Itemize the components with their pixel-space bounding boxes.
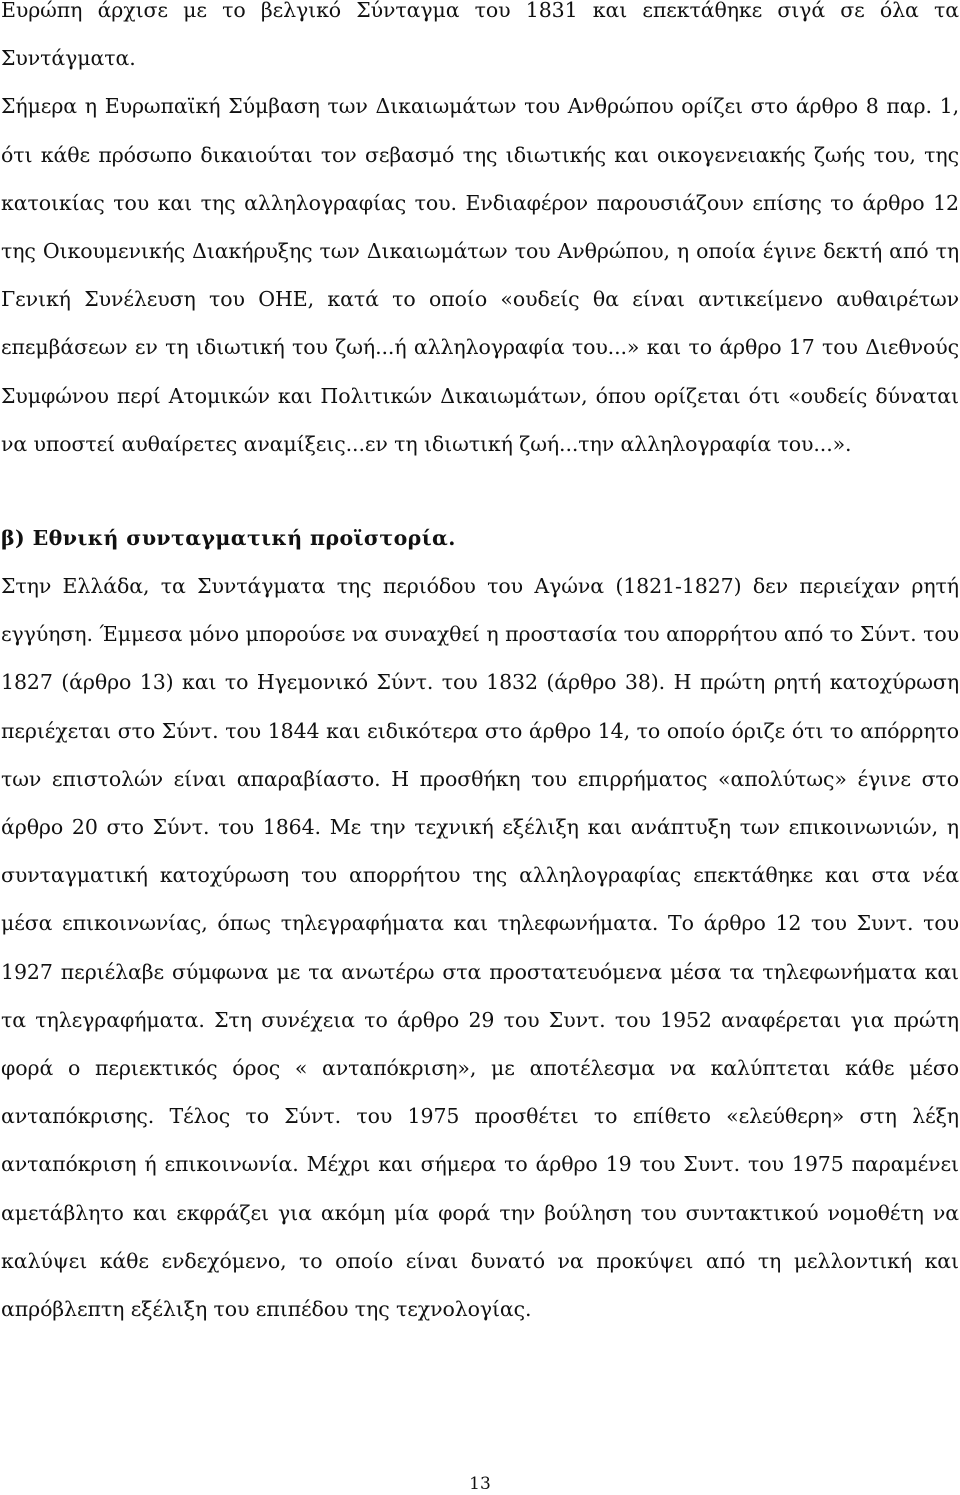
page-number: 13 [469,1474,491,1494]
paragraph-echr: Σήμερα η Ευρωπαϊκή Σύμβαση των Δικαιωμάτων του Ανθρώπου ορίζει στο άρθρο 8 παρ. 1, ότι κάθε πρόσωπο δικαιούται τον σεβασμό της ιδιωτικής και οικογενειακής ζωής του, της κατοικίας του και της αλληλογραφίας του. Ενδιαφέρον παρουσιάζουν επίσης το άρθρο 12 της Οικουμενικής Διακήρυξης των Δικαιωμάτων του Ανθρώπου, η οποία έγινε δεκτή από τη Γενική Συνέλευση του ΟΗΕ, κατά το οποίο «ουδείς θα είναι αντικείμενο αυθαιρέτων επεμβάσεων εν τη ιδιωτική του ζωή...ή αλληλογραφία του...» και το άρθρο 17 του Διεθνούς Συμφώνου περί Ατομικών και Πολιτικών Δικαιωμάτων, όπου ορίζεται ότι «ουδείς δύναται να υποστεί αυθαίρετες αναμίξεις...εν τη ιδιωτική ζωή...την αλληλογραφία του...». [1,94,959,456]
paragraph-continuation: Ευρώπη άρχισε με το βελγικό Σύνταγμα του 1831 και επεκτάθηκε σιγά σε όλα τα Συντάγματα. [1,0,959,71]
body-text-top [1,0,959,468]
section-heading: β) Εθνική συνταγματική προϊστορία. [1,526,456,550]
paragraph-greek-history: Στην Ελλάδα, τα Συντάγματα της περιόδου του Αγώνα (1821-1827) δεν περιείχαν ρητή εγγύηση. Έμμεσα μόνο μπορούσε να συναχθεί η προστασία του απορρήτου από το Σύντ. του 1827 (άρθρο 13) και το Ηγεμονικό Σύντ. του 1832 (άρθρο 38). Η πρώτη ρητή κατοχύρωση περιέχεται στο Σύντ. του 1844 και ειδικότερα στο άρθρο 14, το οποίο όριζε ότι το απόρρητο των επιστολών είναι απαραβίαστο. Η προσθήκη του επιρρήματος «απολύτως» έγινε στο άρθρο 20 στο Σύντ. του 1864. Με την τεχνική εξέλιξη και ανάπτυξη των επικοινωνιών, η συνταγματική κατοχύρωση του απορρήτου της αλληλογραφίας επεκτάθηκε και στα νέα μέσα επικοινωνίας, όπως τηλεγραφήματα και τηλεφωνήματα. Το άρθρο 12 του Συντ. του 1927 περιέλαβε σύμφωνα με τα ανωτέρω στα προστατευόμενα μέσα τα τηλεφωνήματα και τα τηλεγραφήματα. Στη συνέχεια το άρθρο 29 του Συντ. του 1952 αναφέρεται για πρώτη φορά ο περιεκτικός όρος « ανταπόκριση», με αποτέλεσμα να καλύπτεται κάθε μέσο ανταπόκρισης. Τέλος το Σύντ. του 1975 προσθέτει το επίθετο «ελεύθερη» στη λέξη ανταπόκριση ή επικοινωνία. Μέχρι και σήμερα το άρθρο 19 του Συντ. του 1975 παραμένει αμετάβλητο και εκφράζει για ακόμη μία φορά την βούληση του συντακτικού νομοθέτη να καλύψει κάθε ενδεχόμενο, το οποίο είναι δυνατό να προκύψει από τη μελλοντική και απρόβλεπτη εξέλιξη του επιπέδου της τεχνολογίας. [1,574,959,1322]
body-text-bottom [1,562,959,1333]
